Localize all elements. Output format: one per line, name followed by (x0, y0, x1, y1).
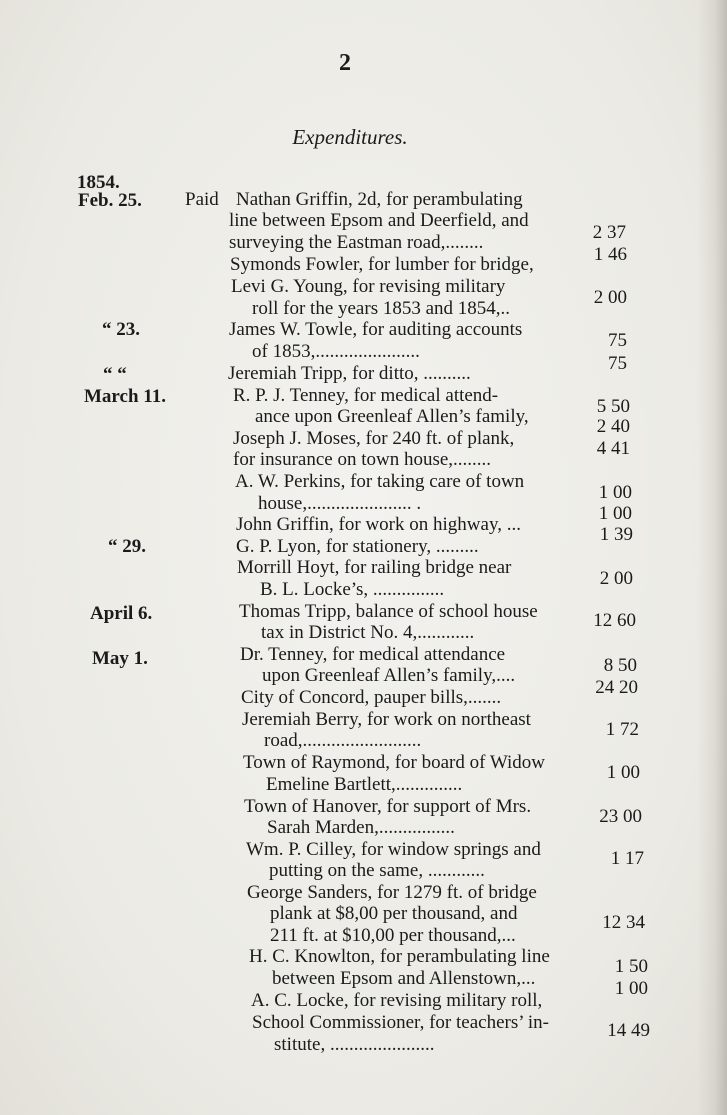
entry-line: Sarah Marden,................ (267, 817, 455, 838)
entry-amount: 2 00 (593, 287, 627, 308)
entry-line: Nathan Griffin, 2d, for perambulating (236, 189, 523, 210)
entry-amount: 1 00 (606, 762, 640, 783)
entry-line: A. W. Perkins, for taking care of town (235, 471, 525, 492)
entry-line: Dr. Tenney, for medical attendance (240, 644, 506, 665)
entry-amount: 8 50 (603, 655, 637, 676)
section-title: Expenditures. (292, 125, 408, 149)
entry-amount: 2 37 (592, 222, 626, 243)
entry-line: Morrill Hoyt, for railing bridge near (237, 557, 512, 578)
entry-line: John Griffin, for work on highway, ... (236, 514, 521, 535)
entry-line: Levi G. Young, for revising military (231, 276, 506, 297)
entry-line: Jeremiah Berry, for work on northeast (242, 709, 531, 730)
entry-amount: 1 00 (614, 978, 648, 999)
entry-line: Jeremiah Tripp, for ditto, .......... (228, 363, 471, 384)
entry-amount: 4 41 (596, 438, 630, 459)
entry-line: road,......................... (264, 730, 422, 751)
entry-line: upon Greenleaf Allen’s family,.... (262, 665, 516, 686)
date-label: March 11. (84, 386, 166, 407)
page-number: 2 (339, 50, 351, 76)
entry-line: A. C. Locke, for revising military roll, (251, 990, 543, 1011)
entry-line: George Sanders, for 1279 ft. of bridge (247, 882, 537, 903)
entry-amount: 23 00 (599, 806, 642, 827)
entry-amount: 1 00 (598, 503, 632, 524)
entry-line: Joseph J. Moses, for 240 ft. of plank, (233, 428, 515, 449)
page-edge-shadow (697, 0, 727, 1115)
entry-line: putting on the same, ............ (269, 860, 485, 881)
date-label: “ 29. (108, 536, 146, 557)
entry-line: ance upon Greenleaf Allen’s family, (255, 406, 529, 427)
entry-line: City of Concord, pauper bills,....... (241, 687, 502, 708)
entry-amount: 1 50 (614, 956, 648, 977)
entry-line: line between Epsom and Deerfield, and (229, 210, 529, 231)
entry-amount: 1 46 (593, 244, 627, 265)
entry-line: between Epsom and Allenstown,... (272, 968, 536, 989)
entry-line: Thomas Tripp, balance of school house (239, 601, 538, 622)
entry-line: School Commissioner, for teachers’ in- (252, 1012, 550, 1033)
entry-amount: 5 50 (596, 396, 630, 417)
entry-amount: 12 34 (602, 912, 645, 933)
entry-line: Wm. P. Cilley, for window springs and (246, 839, 541, 860)
entry-amount: 12 60 (593, 610, 636, 631)
entry-amount: 1 00 (598, 482, 632, 503)
date-label: “ “ (103, 364, 127, 385)
entry-line: plank at $8,00 per thousand, and (270, 903, 518, 924)
year-label: 1854. (77, 172, 120, 193)
entry-amount: 1 72 (605, 719, 639, 740)
date-label: May 1. (92, 648, 148, 669)
entry-line: surveying the Eastman road,........ (229, 232, 484, 253)
entry-line: 211 ft. at $10,00 per thousand,... (270, 925, 516, 946)
entry-line: B. L. Locke’s, ............... (260, 579, 445, 600)
entry-line: stitute, ...................... (274, 1034, 435, 1055)
entry-line: house,...................... . (258, 493, 422, 514)
date-label: April 6. (90, 603, 153, 624)
date-label: Feb. 25. (78, 190, 142, 211)
entry-line: roll for the years 1853 and 1854,.. (252, 298, 511, 319)
entry-line: James W. Towle, for auditing accounts (229, 319, 523, 340)
entry-line: R. P. J. Tenney, for medical attend- (233, 385, 499, 406)
entry-line: tax in District No. 4,............ (261, 622, 475, 643)
entry-amount: 24 20 (595, 677, 638, 698)
entry-amount: 75 (608, 353, 627, 374)
paid-label: Paid (185, 189, 219, 210)
entry-line: Symonds Fowler, for lumber for bridge, (230, 254, 534, 275)
entry-amount: 2 00 (599, 568, 633, 589)
entry-line: Town of Raymond, for board of Widow (243, 752, 546, 773)
entry-line: of 1853,...................... (252, 341, 420, 362)
entry-line: for insurance on town house,........ (233, 449, 492, 470)
entry-amount: 1 39 (599, 524, 633, 545)
entry-amount: 14 49 (607, 1020, 650, 1041)
entry-line: G. P. Lyon, for stationery, ......... (236, 536, 479, 557)
entry-amount: 2 40 (596, 416, 630, 437)
entry-line: Emeline Bartlett,.............. (266, 774, 463, 795)
entry-amount: 75 (608, 330, 627, 351)
entry-line: Town of Hanover, for support of Mrs. (244, 796, 532, 817)
date-label: “ 23. (102, 319, 140, 340)
entry-line: H. C. Knowlton, for perambulating line (249, 946, 550, 967)
entry-amount: 1 17 (610, 848, 644, 869)
